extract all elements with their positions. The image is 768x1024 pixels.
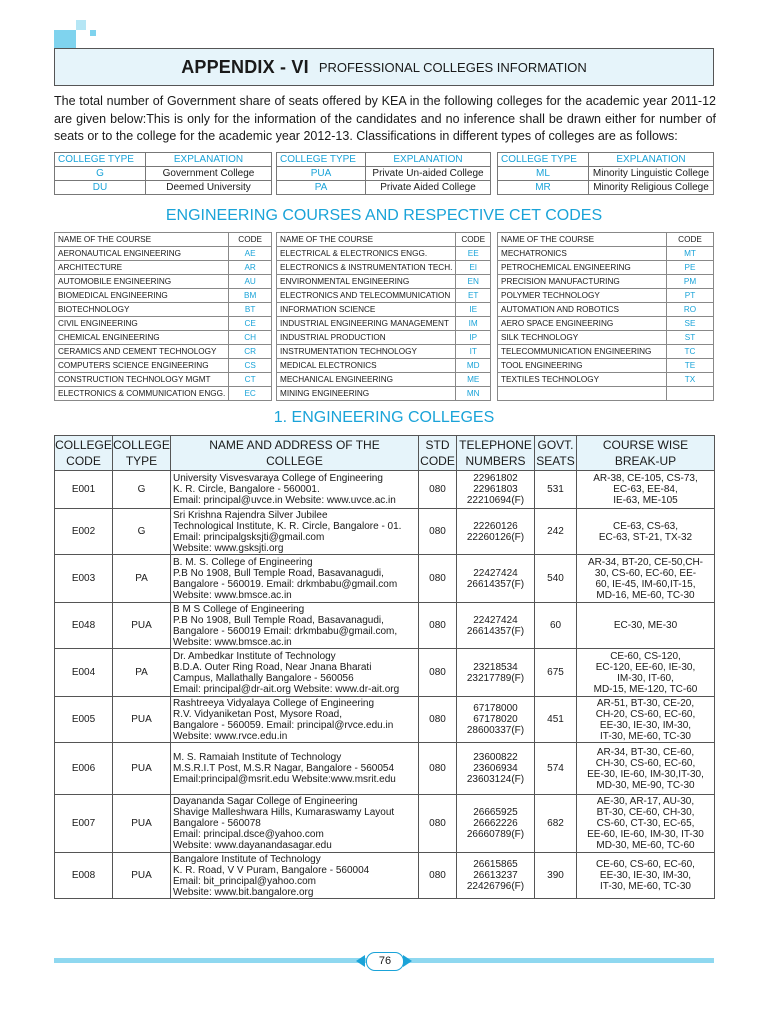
type-code: DU <box>55 181 146 195</box>
course-row <box>498 303 714 317</box>
course-breakup: EC-30, ME-30 <box>577 603 715 649</box>
course-code: EN <box>456 275 491 289</box>
course-row <box>277 303 491 317</box>
telephone-numbers: 22427424 26614357(F) <box>457 603 535 649</box>
course-name: CIVIL ENGINEERING <box>55 317 229 331</box>
course-row <box>55 303 272 317</box>
college-type: PUA <box>113 853 171 899</box>
std-code: 080 <box>419 853 457 899</box>
course-name-header: NAME OF THE COURSE <box>498 233 667 247</box>
course-code: ST <box>667 331 714 345</box>
course-name: INDUSTRIAL PRODUCTION <box>277 331 456 345</box>
college-row <box>55 743 715 795</box>
course-name: CONSTRUCTION TECHNOLOGY MGMT <box>55 373 229 387</box>
course-row <box>498 289 714 303</box>
course-code: AE <box>229 247 272 261</box>
course-name: INSTRUMENTATION TECHNOLOGY <box>277 345 456 359</box>
header-college-type: COLLEGE TYPE <box>113 436 171 471</box>
std-code: 080 <box>419 795 457 853</box>
college-row <box>55 603 715 649</box>
course-code: CE <box>229 317 272 331</box>
left-arrow-icon <box>356 955 365 967</box>
course-breakup: AR-51, BT-30, CE-20, CH-20, CS-60, EC-60, EE-30, IE-30, IM-30, IT-30, ME-60, TC-30 <box>577 697 715 743</box>
course-name: PRECISION MANUFACTURING <box>498 275 667 289</box>
course-row <box>55 247 272 261</box>
course-name: SILK TECHNOLOGY <box>498 331 667 345</box>
college-code: E007 <box>55 795 113 853</box>
college-address: B. M. S. College of Engineering P.B No 1908, Bull Temple Road, Basavanagudi, Bangalore - 560019. Email: drkmbabu@gmail.com Website: www.bmsce.ac.in <box>171 555 419 603</box>
college-row <box>55 649 715 697</box>
course-row <box>498 247 714 261</box>
course-row <box>498 317 714 331</box>
course-name-header: NAME OF THE COURSE <box>55 233 229 247</box>
college-address: Dr. Ambedkar Institute of Technology B.D.A. Outer Ring Road, Near Jnana Bharati Campus, Mallathally Bangalore - 560056 Email: principal@dr-ait.org Website: www.dr-ait.org <box>171 649 419 697</box>
header-std-code: STD CODE <box>419 436 457 471</box>
col-header: COLLEGE TYPE <box>55 153 146 167</box>
course-row <box>277 317 491 331</box>
college-code: E008 <box>55 853 113 899</box>
course-row <box>277 261 491 275</box>
college-code: E002 <box>55 509 113 555</box>
course-row <box>55 289 272 303</box>
college-address: M. S. Ramaiah Institute of Technology M.S.R.I.T Post, M.S.R Nagar, Bangalore - 560054 Email:principal@msrit.edu Website:www.msrit.edu <box>171 743 419 795</box>
course-breakup: AR-34, BT-30, CE-60, CH-30, CS-60, EC-60, EE-30, IE-60, IM-30,IT-30, MD-30, ME-90, TC-30 <box>577 743 715 795</box>
college-row <box>55 509 715 555</box>
col-header: EXPLANATION <box>146 153 272 167</box>
course-code: PM <box>667 275 714 289</box>
college-code: E006 <box>55 743 113 795</box>
header-govt-seats: GOVT. SEATS <box>535 436 577 471</box>
college-address: Rashtreeya Vidyalaya College of Engineering R.V. Vidyaniketan Post, Mysore Road, Bangalore - 560059. Email: principal@rvce.edu.in Website: www.rvce.edu.in <box>171 697 419 743</box>
course-row <box>277 275 491 289</box>
course-name: BIOTECHNOLOGY <box>55 303 229 317</box>
std-code: 080 <box>419 603 457 649</box>
appendix-title: APPENDIX - VI <box>181 56 309 77</box>
course-code: EC <box>229 387 272 401</box>
course-row <box>277 289 491 303</box>
course-breakup: AR-38, CE-105, CS-73, EC-63, EE-84, IE-63, ME-105 <box>577 471 715 509</box>
course-code: ME <box>456 373 491 387</box>
course-row <box>55 387 272 401</box>
govt-seats: 540 <box>535 555 577 603</box>
course-code: BT <box>229 303 272 317</box>
govt-seats: 242 <box>535 509 577 555</box>
type-code: G <box>55 167 146 181</box>
course-code-header: CODE <box>229 233 272 247</box>
course-code: MN <box>456 387 491 401</box>
course-code-table-3 <box>497 232 714 401</box>
course-row <box>277 345 491 359</box>
colleges-header-row <box>55 436 715 471</box>
course-row <box>498 275 714 289</box>
course-row <box>55 359 272 373</box>
course-name: POLYMER TECHNOLOGY <box>498 289 667 303</box>
course-name: TELECOMMUNICATION ENGINEERING <box>498 345 667 359</box>
govt-seats: 60 <box>535 603 577 649</box>
govt-seats: 451 <box>535 697 577 743</box>
header-telephone: TELEPHONE NUMBERS <box>457 436 535 471</box>
std-code: 080 <box>419 649 457 697</box>
college-address: Dayananda Sagar College of Engineering Shavige Malleshwara Hills, Kumaraswamy Layout Bangalore - 560078 Email: principal.dsce@yahoo.com Website: www.dayanandasagar.edu <box>171 795 419 853</box>
course-row <box>55 317 272 331</box>
course-name: AUTOMOBILE ENGINEERING <box>55 275 229 289</box>
type-explanation: Minority Religious College <box>589 181 714 195</box>
course-code: PE <box>667 261 714 275</box>
course-row <box>55 345 272 359</box>
course-name: CHEMICAL ENGINEERING <box>55 331 229 345</box>
course-name: ELECTRONICS AND TELECOMMUNICATION <box>277 289 456 303</box>
telephone-numbers: 26615865 26613237 22426796(F) <box>457 853 535 899</box>
appendix-subtitle: PROFESSIONAL COLLEGES INFORMATION <box>318 59 587 75</box>
course-code: IM <box>456 317 491 331</box>
govt-seats: 390 <box>535 853 577 899</box>
page-number: 76 <box>366 952 404 971</box>
course-name: PETROCHEMICAL ENGINEERING <box>498 261 667 275</box>
college-address: Bangalore Institute of Technology K. R. Road, V V Puram, Bangalore - 560004 Email: bit_principal@yahoo.com Website: www.bit.bangalore.org <box>171 853 419 899</box>
type-code: ML <box>498 167 589 181</box>
college-row <box>55 853 715 899</box>
course-code: MT <box>667 247 714 261</box>
course-row <box>498 387 714 401</box>
course-code: AR <box>229 261 272 275</box>
std-code: 080 <box>419 697 457 743</box>
college-address: Sri Krishna Rajendra Silver Jubilee Technological Institute, K. R. Circle, Bangalore - 01. Email: principalgsksjti@gmail.com Website: www.gsksjti.org <box>171 509 419 555</box>
course-row <box>277 359 491 373</box>
engineering-colleges-table <box>54 435 715 899</box>
intro-paragraph: The total number of Government share of seats offered by KEA in the following colleges for the academic year 2011-12 are given below:This is only for the information of the candidates and no inference shall be drawn either for number of seats or to the college for the academic year 2012-13. Classifications in different types of colleges are as follows: <box>54 94 716 143</box>
course-name: AERONAUTICAL ENGINEERING <box>55 247 229 261</box>
course-breakup: CE-60, CS-60, EC-60, EE-30, IE-30, IM-30, IT-30, ME-60, TC-30 <box>577 853 715 899</box>
course-code: AU <box>229 275 272 289</box>
type-explanation: Private Un-aided College <box>366 167 491 181</box>
type-code: PA <box>277 181 366 195</box>
college-type: G <box>113 471 171 509</box>
course-code: PT <box>667 289 714 303</box>
course-code: CT <box>229 373 272 387</box>
col-header: EXPLANATION <box>366 153 491 167</box>
corner-decoration <box>54 30 76 48</box>
course-code-table-1 <box>54 232 272 401</box>
govt-seats: 682 <box>535 795 577 853</box>
telephone-numbers: 23218534 23217789(F) <box>457 649 535 697</box>
college-type-table-1 <box>54 152 272 195</box>
course-breakup: CE-60, CS-120, EC-120, EE-60, IE-30, IM-30, IT-60, MD-15, ME-120, TC-60 <box>577 649 715 697</box>
college-type: G <box>113 509 171 555</box>
telephone-numbers: 22427424 26614357(F) <box>457 555 535 603</box>
course-name: ENVIRONMENTAL ENGINEERING <box>277 275 456 289</box>
header-name-address: NAME AND ADDRESS OF THE COLLEGE <box>171 436 419 471</box>
telephone-numbers: 22260126 22260126(F) <box>457 509 535 555</box>
course-code-table-2 <box>276 232 491 401</box>
college-row <box>55 795 715 853</box>
course-row <box>498 261 714 275</box>
type-explanation: Deemed University <box>146 181 272 195</box>
course-name: CERAMICS AND CEMENT TECHNOLOGY <box>55 345 229 359</box>
colleges-heading: 1. ENGINEERING COLLEGES <box>273 409 495 426</box>
course-row <box>498 331 714 345</box>
telephone-numbers: 22961802 22961803 22210694(F) <box>457 471 535 509</box>
college-type: PUA <box>113 795 171 853</box>
course-row <box>55 261 272 275</box>
course-code: EI <box>456 261 491 275</box>
course-name-header: NAME OF THE COURSE <box>277 233 456 247</box>
std-code: 080 <box>419 743 457 795</box>
course-code: IT <box>456 345 491 359</box>
corner-decoration-dot <box>90 30 96 36</box>
course-code: CR <box>229 345 272 359</box>
college-code: E004 <box>55 649 113 697</box>
course-name: MECHATRONICS <box>498 247 667 261</box>
course-code: RO <box>667 303 714 317</box>
govt-seats: 531 <box>535 471 577 509</box>
course-code-header: CODE <box>456 233 491 247</box>
course-row <box>498 359 714 373</box>
college-address: University Visvesvaraya College of Engineering K. R. Circle, Bangalore - 560001. Email: principal@uvce.in Website: www.uvce.ac.in <box>171 471 419 509</box>
right-arrow-icon <box>403 955 412 967</box>
telephone-numbers: 67178000 67178020 28600337(F) <box>457 697 535 743</box>
course-name: ELECTRONICS & COMMUNICATION ENGG. <box>55 387 229 401</box>
course-name: AERO SPACE ENGINEERING <box>498 317 667 331</box>
govt-seats: 675 <box>535 649 577 697</box>
course-row <box>498 345 714 359</box>
corner-decoration-small <box>76 20 86 30</box>
course-row <box>277 331 491 345</box>
col-header: COLLEGE TYPE <box>498 153 589 167</box>
course-row <box>55 373 272 387</box>
course-code: TX <box>667 373 714 387</box>
course-name: AUTOMATION AND ROBOTICS <box>498 303 667 317</box>
course-name: ELECTRICAL & ELECTRONICS ENGG. <box>277 247 456 261</box>
header-college-code: COLLEGE CODE <box>55 436 113 471</box>
course-name: ELECTRONICS & INSTRUMENTATION TECH. <box>277 261 456 275</box>
header-course-breakup: COURSE WISE BREAK-UP <box>577 436 715 471</box>
college-code: E005 <box>55 697 113 743</box>
course-code <box>667 387 714 401</box>
type-code: MR <box>498 181 589 195</box>
college-type-table-2 <box>276 152 491 195</box>
course-code: TE <box>667 359 714 373</box>
college-type: PUA <box>113 603 171 649</box>
course-row <box>277 247 491 261</box>
course-code: BM <box>229 289 272 303</box>
course-code: EE <box>456 247 491 261</box>
course-name: TOOL ENGINEERING <box>498 359 667 373</box>
govt-seats: 574 <box>535 743 577 795</box>
std-code: 080 <box>419 555 457 603</box>
course-code-header: CODE <box>667 233 714 247</box>
type-explanation: Minority Linguistic College <box>589 167 714 181</box>
course-row <box>55 275 272 289</box>
telephone-numbers: 26665925 26662226 26660789(F) <box>457 795 535 853</box>
college-row <box>55 471 715 509</box>
course-name: MINING ENGINEERING <box>277 387 456 401</box>
course-name: INFORMATION SCIENCE <box>277 303 456 317</box>
college-code: E001 <box>55 471 113 509</box>
course-code: CS <box>229 359 272 373</box>
course-code: IE <box>456 303 491 317</box>
college-type: PUA <box>113 743 171 795</box>
course-name: TEXTILES TECHNOLOGY <box>498 373 667 387</box>
course-code: CH <box>229 331 272 345</box>
course-code: IP <box>456 331 491 345</box>
std-code: 080 <box>419 509 457 555</box>
course-code: ET <box>456 289 491 303</box>
college-type-table-3 <box>497 152 714 195</box>
course-name: MECHANICAL ENGINEERING <box>277 373 456 387</box>
course-code: TC <box>667 345 714 359</box>
course-name: INDUSTRIAL ENGINEERING MANAGEMENT <box>277 317 456 331</box>
type-explanation: Government College <box>146 167 272 181</box>
course-name: BIOMEDICAL ENGINEERING <box>55 289 229 303</box>
course-name: COMPUTERS SCIENCE ENGINEERING <box>55 359 229 373</box>
type-explanation: Private Aided College <box>366 181 491 195</box>
course-row <box>277 387 491 401</box>
appendix-header <box>54 48 714 86</box>
type-code: PUA <box>277 167 366 181</box>
course-code: SE <box>667 317 714 331</box>
college-code: E003 <box>55 555 113 603</box>
course-breakup: AE-30, AR-17, AU-30, BT-30, CE-60, CH-30, CS-60, CT-30, EC-65, EE-60, IE-60, IM-30, IT-30 MD-30, ME-60, TC-60 <box>577 795 715 853</box>
college-row <box>55 555 715 603</box>
course-name <box>498 387 667 401</box>
courses-heading: ENGINEERING COURSES AND RESPECTIVE CET CODES <box>165 207 603 224</box>
course-row <box>55 331 272 345</box>
college-type: PA <box>113 555 171 603</box>
college-row <box>55 697 715 743</box>
college-code: E048 <box>55 603 113 649</box>
college-type: PUA <box>113 697 171 743</box>
course-row <box>498 373 714 387</box>
course-breakup: CE-63, CS-63, EC-63, ST-21, TX-32 <box>577 509 715 555</box>
col-header: EXPLANATION <box>589 153 714 167</box>
course-code: MD <box>456 359 491 373</box>
course-name: MEDICAL ELECTRONICS <box>277 359 456 373</box>
std-code: 080 <box>419 471 457 509</box>
college-address: B M S College of Engineering P.B No 1908, Bull Temple Road, Basavanagudi, Bangalore - 560019 Email: drkmbabu@gmail.com, Website: www.bmsce.ac.in <box>171 603 419 649</box>
course-row <box>277 373 491 387</box>
college-type: PA <box>113 649 171 697</box>
col-header: COLLEGE TYPE <box>277 153 366 167</box>
telephone-numbers: 23600822 23606934 23603124(F) <box>457 743 535 795</box>
course-name: ARCHITECTURE <box>55 261 229 275</box>
course-breakup: AR-34, BT-20, CE-50,CH- 30, CS-60, EC-60, EE- 60, IE-45, IM-60,IT-15, MD-16, ME-60, TC-30 <box>577 555 715 603</box>
